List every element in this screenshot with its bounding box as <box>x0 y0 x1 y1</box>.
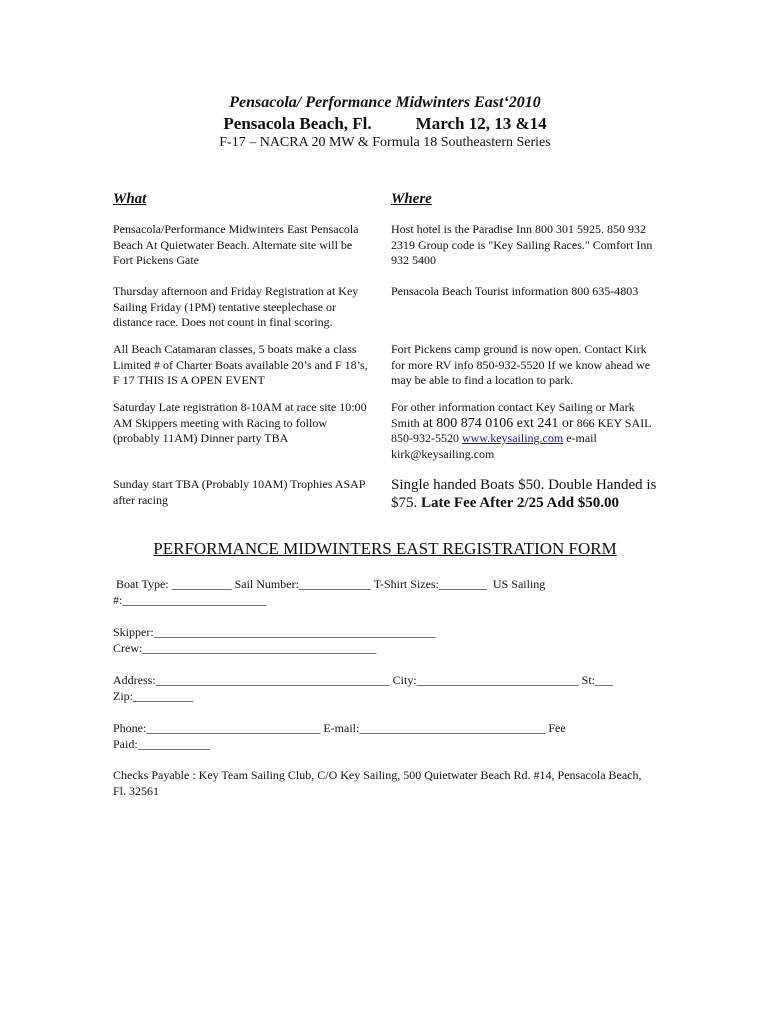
skipper-line[interactable]: Skipper:_______________________________________________ <box>113 625 436 639</box>
event-location-dates <box>0 114 770 134</box>
zip-line[interactable]: Zip:__________ <box>113 689 193 703</box>
what-saturday: Saturday Late registration 8-10AM at race site 10:00 AM Skippers meeting with Racing to follow (probably 11AM) Dinner party TBA <box>113 400 367 445</box>
contact-phone-alt: 866 KEY SAIL 850-932-5520 <box>391 415 651 445</box>
us-sailing-number-line[interactable]: #:________________________ <box>113 593 267 607</box>
where-heading: Where <box>391 191 432 207</box>
what-heading: What <box>113 191 147 207</box>
what-venue: Pensacola/Performance Midwinters East Pensacola Beach At Quietwater Beach. Alternate site will be Fort Pickens Gate <box>113 222 359 267</box>
where-tourist-info: Pensacola Beach Tourist information 800 635-4803 <box>391 284 639 298</box>
event-location: Pensacola Beach, Fl. <box>223 114 372 133</box>
what-classes: All Beach Catamaran classes, 5 boats make a class Limited # of Charter Boats available 20’s and F 18’s, F 17 THIS IS A OPEN EVENT <box>113 342 368 387</box>
event-series: F-17 – NACRA 20 MW & Formula 18 Southeastern Series <box>219 135 551 150</box>
what-registration: Thursday afternoon and Friday Registration at Key Sailing Friday (1PM) tentative steeplechase or distance race. Does not count in final scoring. <box>113 284 359 329</box>
what-sunday: Sunday start TBA (Probably 10AM) Trophies ASAP after racing <box>113 477 366 507</box>
address-line[interactable]: Address:_______________________________________ City:___________________________ St:___ <box>113 673 614 687</box>
phone-email-line[interactable]: Phone:_____________________________ E-mail:_______________________________ Fee <box>113 721 566 735</box>
boat-info-line[interactable]: Boat Type: __________ Sail Number:____________ T-Shirt Sizes:________ US Sailing <box>113 577 546 591</box>
registration-form-title: PERFORMANCE MIDWINTERS EAST REGISTRATION FORM <box>153 539 617 558</box>
contact-phone: at 800 874 0106 ext 241 or <box>422 415 574 431</box>
where-campground: Fort Pickens camp ground is now open. Contact Kirk for more RV info 850-932-5520 If we know ahead we may be able to find a location to park. <box>391 342 651 387</box>
checks-payable: Checks Payable : Key Team Sailing Club, C/O Key Sailing, 500 Quietwater Beach Rd. #14, Pensacola Beach, Fl. 32561 <box>113 768 642 798</box>
where-contact <box>391 400 653 462</box>
crew-line[interactable]: Crew:_______________________________________ <box>113 641 377 655</box>
where-fees <box>391 476 661 512</box>
where-hotel: Host hotel is the Paradise Inn 800 301 5925. 850 932 2319 Group code is "Key Sailing Races." Comfort Inn 932 5400 <box>391 222 653 267</box>
event-title: Pensacola/ Performance Midwinters East‘2010 <box>229 94 541 111</box>
contact-email: e-mail kirk@keysailing.com <box>391 431 597 461</box>
event-dates: March 12, 13 &14 <box>415 114 547 133</box>
keysailing-link[interactable]: www.keysailing.com <box>462 431 564 445</box>
late-fee: Late Fee After 2/25 Add $50.00 <box>421 495 620 511</box>
fee-paid-line[interactable]: Paid:____________ <box>113 737 210 751</box>
contact-text: For other information contact Key Sailing or Mark Smith <box>391 400 635 430</box>
fee-amounts: Single handed Boats $50. Double Handed is $75. <box>391 477 657 511</box>
